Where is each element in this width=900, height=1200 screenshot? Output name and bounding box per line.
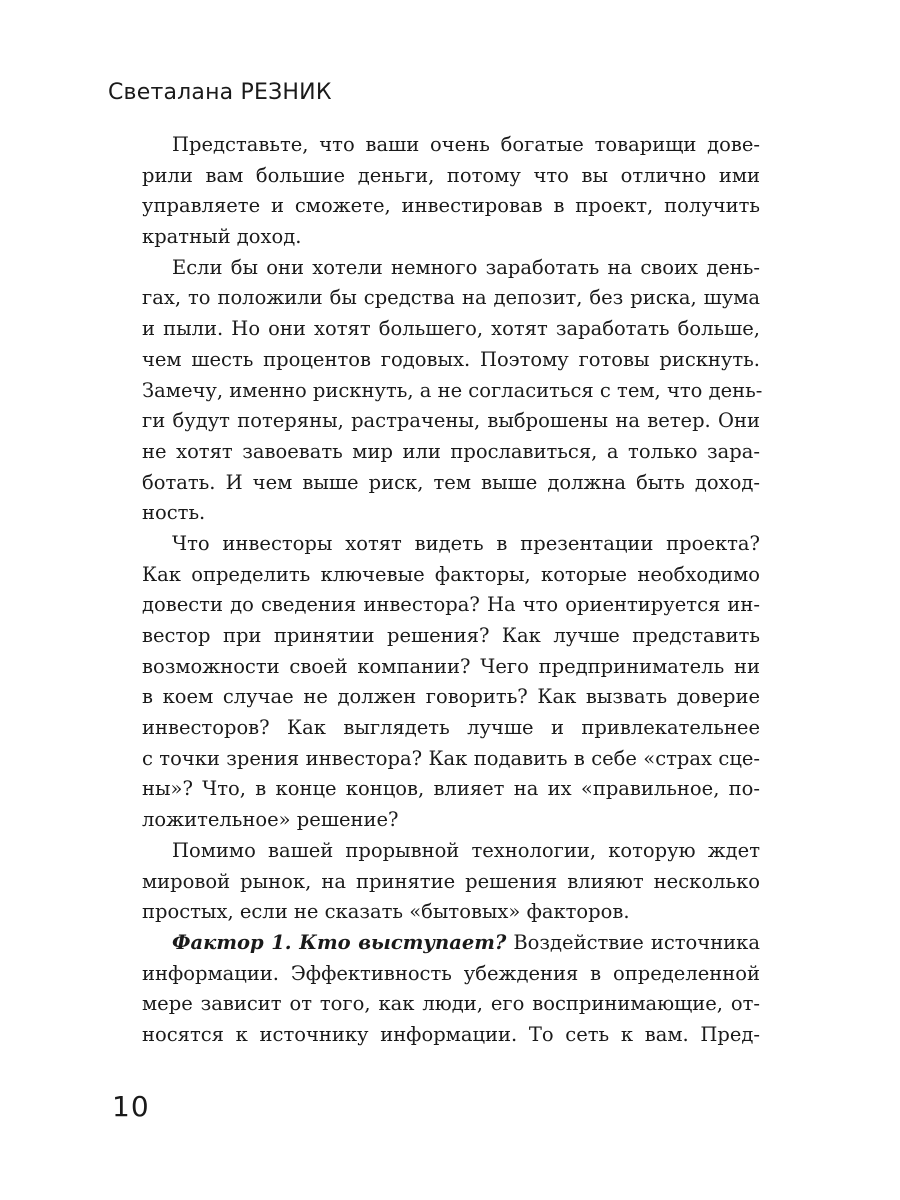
paragraph-4 [142, 836, 760, 928]
paragraph-1 [142, 130, 760, 253]
text-line: довести до сведения инвестора? На что ориентируется ин- [142, 593, 760, 617]
text-line: вестор при принятии решения? Как лучше представить [142, 624, 760, 647]
text-line [142, 928, 760, 959]
paragraph-3 [142, 529, 760, 836]
text-line: Что инвесторы хотят видеть в презентации проекта? [172, 531, 760, 555]
text-line: и пыли. Но они хотят большего, хотят заработать больше, [142, 317, 760, 341]
text-line: ботать. И чем выше риск, тем выше должна быть доход- [142, 470, 760, 494]
running-head-author: Светалана РЕЗНИК [108, 80, 332, 105]
factor-lead-text: Воздействие источника [506, 930, 760, 954]
text-line: Как определить ключевые факторы, которые необходимо [142, 562, 760, 586]
text-line: чем шесть процентов годовых. Поэтому готовы рискнуть. [142, 347, 760, 371]
text-line: мере зависит от того, как люди, его воспринимающие, от- [142, 992, 760, 1016]
paragraph-2 [142, 253, 763, 529]
text-line: Замечу, именно рискнуть, а не согласиться с тем, что день- [142, 378, 763, 402]
text-line: ность. [142, 501, 206, 525]
text-line: носятся к источнику информации. То сеть к вам. Пред- [142, 1022, 760, 1046]
text-line: мировой рынок, на принятие решения влияют несколько [142, 869, 760, 893]
text-line: возможности своей компании? Чего предприниматель ни [142, 654, 760, 678]
text-line: ги будут потеряны, растрачены, выброшены на ветер. Они [142, 409, 760, 433]
text-line: ложительное» решение? [142, 808, 399, 832]
text-line: Представьте, что ваши очень богатые товарищи дове- [172, 133, 760, 156]
text-line: гах, то положили бы средства на депозит, без риска, шума [142, 286, 760, 310]
factor-heading: Фактор 1. Кто выступает? [172, 930, 507, 954]
text-line: Если бы они хотели немного заработать на своих день- [172, 255, 760, 279]
text-line: рили вам большие деньги, потому что вы отлично ими [142, 163, 760, 187]
text-line: ны»? Что, в конце концов, влияет на их «правильное, по- [142, 777, 760, 801]
body-text [142, 130, 763, 1051]
text-line: с точки зрения инвестора? Как подавить в себе «страх сце- [142, 746, 760, 770]
paragraph-5 [142, 928, 760, 1051]
page-number: 10 [112, 1090, 150, 1123]
text-line: управляете и сможете, инвестировав в проект, получить [142, 194, 760, 218]
text-line: кратный доход. [142, 225, 302, 249]
text-line: информации. Эффективность убеждения в определенной [142, 961, 760, 985]
text-line: простых, если не сказать «бытовых» факторов. [142, 900, 630, 924]
text-line: Помимо вашей прорывной технологии, которую ждет [172, 838, 760, 862]
text-line: в коем случае не должен говорить? Как вызвать доверие [142, 685, 760, 709]
text-line: инвесторов? Как выглядеть лучше и привлекательнее [142, 716, 760, 740]
text-line: не хотят завоевать мир или прославиться, а только зара- [142, 439, 760, 463]
